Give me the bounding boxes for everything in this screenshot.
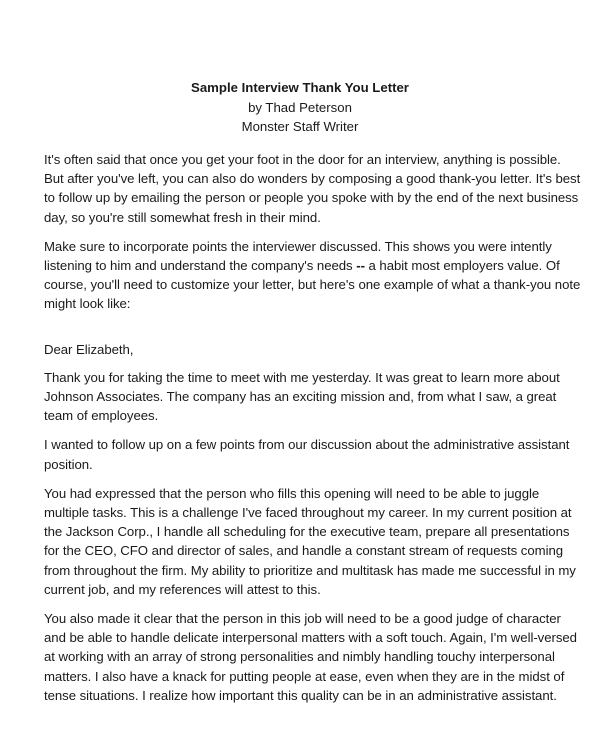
letter-paragraph-3: You had expressed that the person who fills this opening will need to be able to juggle multiple tasks. This is a challenge I've faced throughout my career. In my current position at the Jackson Corp., I handle all scheduling for the executive team, prepare all presentations for the CEO, CFO and director of sales, and handle a constant stream of requests coming from throughout the firm. My ability to prioritize and multitask has made me successful in my current job, and my references will attest to this. <box>44 485 576 597</box>
author-byline: by Thad Peterson <box>248 99 352 115</box>
intro-paragraph-2-start: Make sure to incorporate points the interviewer discussed. This shows you were intently listening to him and understand the company's needs <box>44 238 552 274</box>
document-title: Sample Interview Thank You Letter <box>191 80 409 95</box>
intro-paragraph-2 <box>44 237 584 314</box>
letter-paragraph-2: I wanted to follow up on a few points from our discussion about the administrative assistant position. <box>44 437 570 472</box>
intro-paragraph-1: It's often said that once you get your foot in the door for an interview, anything is possible. But after you've left, you can also do wonders by composing a good thank-you letter. It's best to follow up by emailing the person or people you spoke with by the end of the next business day, so you're still somewhat fresh in their mind. <box>44 152 581 225</box>
author-role: Monster Staff Writer <box>241 119 359 134</box>
document-header <box>0 78 600 137</box>
document-body <box>44 150 584 715</box>
em-dash-text: -- <box>356 258 365 274</box>
letter-paragraph-1: Thank you for taking the time to meet with me yesterday. It was great to learn more about Johnson Associates. The company has an exciting mission and, from what I saw, a great team of employees. <box>44 369 560 424</box>
letter-salutation: Dear Elizabeth, <box>44 341 134 357</box>
intro-paragraph-2-end: a habit most employers value. Of course, you'll need to customize your letter, but here's one example of what a thank-you note might look like: <box>44 258 581 312</box>
letter-paragraph-4: You also made it clear that the person in this job will need to be a good judge of character and be able to handle delicate interpersonal matters with a soft touch. Again, I'm well-versed at working with an array of strong personalities and nimbly handling touchy interpersonal matters. I also have a knack for putting people at ease, even when they are in the midst of tense situations. I realize how important this quality can be in an administrative assistant. <box>44 611 577 703</box>
